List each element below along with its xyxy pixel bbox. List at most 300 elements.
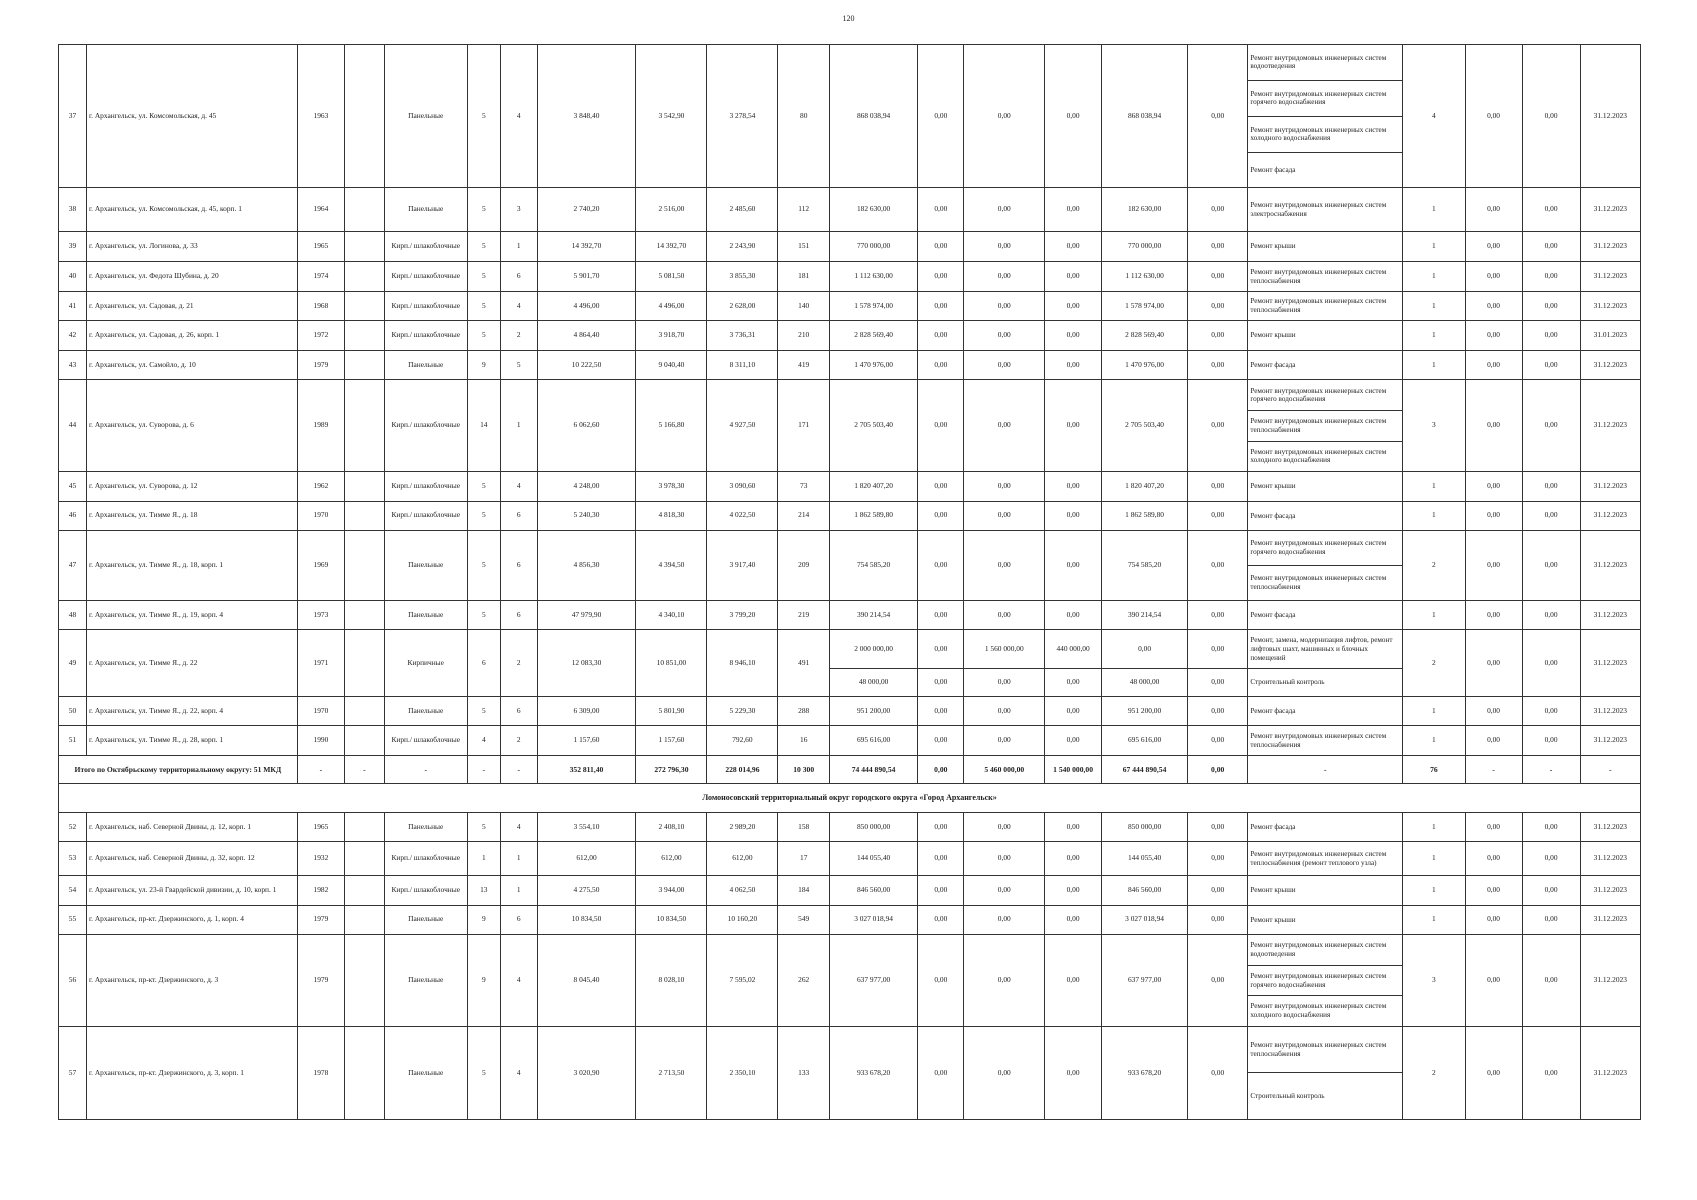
cell-cnt: 1: [1403, 231, 1465, 262]
cell-f2: 0,00: [964, 321, 1045, 351]
work-type-cell: Ремонт внутридомовых инженерных систем теплоснабжения: [1248, 262, 1403, 292]
cell-cnt: 1: [1403, 696, 1465, 726]
cell-f3: 0,00: [1045, 531, 1102, 601]
cell-cnt: 4: [1403, 45, 1465, 188]
cell-fl: 9: [467, 935, 500, 1027]
work-type-cell: Ремонт крыши: [1248, 472, 1403, 502]
table-row: [59, 812, 1641, 842]
cell-mat: Панельные: [384, 350, 467, 380]
cell-f3: 0,00: [1045, 905, 1102, 935]
total-f2: 5 460 000,00: [964, 755, 1045, 783]
cell-f3: 440 000,00: [1045, 630, 1102, 669]
cell-date: 31.12.2023: [1580, 1026, 1640, 1119]
cell-year: 1982: [297, 876, 344, 906]
cell-date: 31.01.2023: [1580, 321, 1640, 351]
work-type-cell: Ремонт внутридомовых инженерных систем горячего водоснабжения: [1248, 380, 1403, 411]
cell-date: 31.12.2023: [1580, 501, 1640, 531]
work-type-cell: Ремонт внутридомовых инженерных систем теплоснабжения: [1248, 566, 1403, 601]
cell-a1: 3 554,10: [537, 812, 636, 842]
cell-res: 158: [778, 812, 830, 842]
cell-n: 56: [59, 935, 87, 1027]
cell-n: 50: [59, 696, 87, 726]
cell-cnt: 3: [1403, 380, 1465, 472]
cell-f4: 637 977,00: [1102, 935, 1188, 1027]
table-row: [59, 350, 1641, 380]
cell-f3: 0,00: [1045, 726, 1102, 756]
cell-res: 80: [778, 45, 830, 188]
cell-b: [345, 1026, 385, 1119]
table-row: [59, 501, 1641, 531]
cell-mat: Панельные: [384, 45, 467, 188]
cell-addr: г. Архангельск, ул. Тимме Я., д. 22: [86, 630, 297, 696]
cell-total: 2 705 503,40: [830, 380, 918, 472]
cell-total: 637 977,00: [830, 935, 918, 1027]
cell-b: [345, 876, 385, 906]
cell-addr: г. Архангельск, ул. Логинова, д. 33: [86, 231, 297, 262]
cell-year: 1974: [297, 262, 344, 292]
cell-year: 1932: [297, 842, 344, 876]
cell-n: 54: [59, 876, 87, 906]
cell-f5: 0,00: [1188, 812, 1248, 842]
cell-mat: Кирп./ шлакоблочные: [384, 262, 467, 292]
cell-fl: 5: [467, 231, 500, 262]
cell-date: 31.12.2023: [1580, 380, 1640, 472]
cell-a3: 3 278,54: [707, 45, 778, 188]
cell-a3: 3 799,20: [707, 600, 778, 630]
cell-f5: 0,00: [1188, 696, 1248, 726]
work-type-cell: Ремонт внутридомовых инженерных систем горячего водоснабжения: [1248, 531, 1403, 566]
cell-mat: Кирп./ шлакоблочные: [384, 501, 467, 531]
cell-year: 1965: [297, 812, 344, 842]
total-f5: 0,00: [1188, 755, 1248, 783]
cell-f1: 0,00: [918, 45, 964, 188]
cell-date: 31.12.2023: [1580, 350, 1640, 380]
cell-mat: Кирп./ шлакоблочные: [384, 472, 467, 502]
cell-z2: 0,00: [1522, 935, 1580, 1027]
cell-z2: 0,00: [1522, 696, 1580, 726]
cell-total: 1 470 976,00: [830, 350, 918, 380]
cell-a1: 4 864,40: [537, 321, 636, 351]
cell-f2: 0,00: [964, 669, 1045, 696]
cell-z1: 0,00: [1465, 600, 1522, 630]
cell-year: 1973: [297, 600, 344, 630]
cell-date: 31.12.2023: [1580, 262, 1640, 292]
cell-total: 144 055,40: [830, 842, 918, 876]
cell-en: 3: [500, 188, 537, 231]
cell-f2: 0,00: [964, 472, 1045, 502]
cell-f4: 1 820 407,20: [1102, 472, 1188, 502]
cell-mat: Панельные: [384, 531, 467, 601]
cell-f4: 1 578 974,00: [1102, 291, 1188, 321]
cell-addr: г. Архангельск, ул. Тимме Я., д. 19, корп. 4: [86, 600, 297, 630]
cell-addr: г. Архангельск, ул. Комсомольская, д. 45: [86, 45, 297, 188]
cell-f1: 0,00: [918, 231, 964, 262]
table-row: [59, 630, 1641, 669]
cell-year: 1965: [297, 231, 344, 262]
cell-n: 51: [59, 726, 87, 756]
cell-a1: 10 222,50: [537, 350, 636, 380]
cell-a3: 5 229,30: [707, 696, 778, 726]
cell-mat: Панельные: [384, 1026, 467, 1119]
work-type-cell: Ремонт внутридомовых инженерных систем холодного водоснабжения: [1248, 441, 1403, 472]
cell-z1: 0,00: [1465, 291, 1522, 321]
cell-total: 868 038,94: [830, 45, 918, 188]
cell-year: 1968: [297, 291, 344, 321]
cell-res: 112: [778, 188, 830, 231]
cell-f2: 0,00: [964, 726, 1045, 756]
cell-a3: 2 350,10: [707, 1026, 778, 1119]
cell-z1: 0,00: [1465, 380, 1522, 472]
cell-b: [345, 380, 385, 472]
cell-total: 846 560,00: [830, 876, 918, 906]
table-row: [59, 935, 1641, 966]
cell-a3: 3 736,31: [707, 321, 778, 351]
cell-n: 40: [59, 262, 87, 292]
cell-fl: 5: [467, 321, 500, 351]
cell-addr: г. Архангельск, ул. Суворова, д. 6: [86, 380, 297, 472]
cell-en: 2: [500, 630, 537, 696]
cell-en: 1: [500, 231, 537, 262]
cell-f1: 0,00: [918, 380, 964, 472]
cell-z1: 0,00: [1465, 905, 1522, 935]
table-row: [59, 842, 1641, 876]
cell-f1: 0,00: [918, 905, 964, 935]
total-a1: 352 811,40: [537, 755, 636, 783]
cell-f5: 0,00: [1188, 726, 1248, 756]
cell-total: 182 630,00: [830, 188, 918, 231]
cell-addr: г. Архангельск, ул. Тимме Я., д. 18: [86, 501, 297, 531]
cell-f4: 770 000,00: [1102, 231, 1188, 262]
total-f3: 1 540 000,00: [1045, 755, 1102, 783]
cell-en: 1: [500, 380, 537, 472]
cell-addr: г. Архангельск, пр-кт. Дзержинского, д. 3: [86, 935, 297, 1027]
cell-fl: 9: [467, 350, 500, 380]
cell-fl: 5: [467, 531, 500, 601]
cell-z1: 0,00: [1465, 188, 1522, 231]
table-row: [59, 472, 1641, 502]
cell-res: 491: [778, 630, 830, 696]
cell-a2: 10 834,50: [636, 905, 707, 935]
cell-z1: 0,00: [1465, 696, 1522, 726]
work-type-cell: Строительный контроль: [1248, 1073, 1403, 1120]
cell-a1: 3 020,90: [537, 1026, 636, 1119]
cell-a3: 2 243,90: [707, 231, 778, 262]
cell-z1: 0,00: [1465, 630, 1522, 696]
cell-z1: 0,00: [1465, 935, 1522, 1027]
cell-dash: -: [1522, 755, 1580, 783]
cell-total: 770 000,00: [830, 231, 918, 262]
work-type-cell: Ремонт фасада: [1248, 600, 1403, 630]
cell-a3: 3 090,60: [707, 472, 778, 502]
cell-f3: 0,00: [1045, 321, 1102, 351]
cell-fl: 5: [467, 696, 500, 726]
cell-b: [345, 262, 385, 292]
cell-f5: 0,00: [1188, 600, 1248, 630]
cell-fl: 4: [467, 726, 500, 756]
cell-z2: 0,00: [1522, 630, 1580, 696]
cell-f5: 0,00: [1188, 630, 1248, 669]
cell-total: 951 200,00: [830, 696, 918, 726]
cell-a1: 8 045,40: [537, 935, 636, 1027]
work-type-cell: Ремонт внутридомовых инженерных систем горячего водоснабжения: [1248, 80, 1403, 116]
cell-f1: 0,00: [918, 501, 964, 531]
cell-res: 210: [778, 321, 830, 351]
cell-f3: 0,00: [1045, 188, 1102, 231]
cell-a1: 6 309,00: [537, 696, 636, 726]
cell-total: 2 828 569,40: [830, 321, 918, 351]
cell-a3: 792,60: [707, 726, 778, 756]
cell-total: 695 616,00: [830, 726, 918, 756]
cell-a1: 612,00: [537, 842, 636, 876]
cell-f5: 0,00: [1188, 321, 1248, 351]
cell-year: 1978: [297, 1026, 344, 1119]
cell-res: 140: [778, 291, 830, 321]
cell-en: 2: [500, 321, 537, 351]
cell-z1: 0,00: [1465, 321, 1522, 351]
cell-f3: 0,00: [1045, 262, 1102, 292]
cell-f5: 0,00: [1188, 350, 1248, 380]
table-row: [59, 291, 1641, 321]
cell-n: 53: [59, 842, 87, 876]
cell-mat: Панельные: [384, 188, 467, 231]
cell-z2: 0,00: [1522, 291, 1580, 321]
table-row: [59, 876, 1641, 906]
cell-a2: 4 394,50: [636, 531, 707, 601]
cell-fl: 5: [467, 188, 500, 231]
cell-f2: 0,00: [964, 935, 1045, 1027]
cell-fl: 5: [467, 501, 500, 531]
cell-cnt: 1: [1403, 291, 1465, 321]
cell-f3: 0,00: [1045, 231, 1102, 262]
work-type-cell: Ремонт внутридомовых инженерных систем теплоснабжения: [1248, 291, 1403, 321]
cell-en: 6: [500, 696, 537, 726]
cell-dash: -: [384, 755, 467, 783]
table-row: [59, 262, 1641, 292]
cell-a2: 4 340,10: [636, 600, 707, 630]
total-a2: 272 796,30: [636, 755, 707, 783]
cell-f1: 0,00: [918, 812, 964, 842]
cell-f3: 0,00: [1045, 876, 1102, 906]
cell-a2: 2 408,10: [636, 812, 707, 842]
cell-f5: 0,00: [1188, 935, 1248, 1027]
cell-addr: г. Архангельск, ул. 23-й Гвардейской дивизии, д. 10, корп. 1: [86, 876, 297, 906]
cell-z1: 0,00: [1465, 262, 1522, 292]
cell-a3: 3 855,30: [707, 262, 778, 292]
cell-fl: 13: [467, 876, 500, 906]
cell-z1: 0,00: [1465, 350, 1522, 380]
cell-year: 1962: [297, 472, 344, 502]
work-type-cell: Ремонт внутридомовых инженерных систем холодного водоснабжения: [1248, 996, 1403, 1027]
cell-total: 390 214,54: [830, 600, 918, 630]
total-f4: 67 444 890,54: [1102, 755, 1188, 783]
cell-n: 41: [59, 291, 87, 321]
cell-a1: 1 157,60: [537, 726, 636, 756]
cell-f4: 390 214,54: [1102, 600, 1188, 630]
register-table: [58, 44, 1641, 1120]
cell-f5: 0,00: [1188, 669, 1248, 696]
cell-a2: 3 918,70: [636, 321, 707, 351]
cell-a1: 4 248,00: [537, 472, 636, 502]
cell-dash: -: [297, 755, 344, 783]
cell-z2: 0,00: [1522, 905, 1580, 935]
cell-f1: 0,00: [918, 531, 964, 601]
cell-f3: 0,00: [1045, 696, 1102, 726]
section-row: [59, 784, 1641, 812]
cell-z2: 0,00: [1522, 350, 1580, 380]
cell-res: 549: [778, 905, 830, 935]
cell-f2: 0,00: [964, 350, 1045, 380]
cell-res: 214: [778, 501, 830, 531]
cell-b: [345, 726, 385, 756]
cell-f4: 933 678,20: [1102, 1026, 1188, 1119]
cell-a3: 4 927,50: [707, 380, 778, 472]
cell-res: 184: [778, 876, 830, 906]
work-type-cell: Ремонт фасада: [1248, 696, 1403, 726]
cell-a1: 4 496,00: [537, 291, 636, 321]
cell-a2: 8 028,10: [636, 935, 707, 1027]
cell-f4: 951 200,00: [1102, 696, 1188, 726]
table-row: [59, 380, 1641, 411]
work-type-cell: Ремонт внутридомовых инженерных систем теплоснабжения: [1248, 410, 1403, 441]
cell-total: 754 585,20: [830, 531, 918, 601]
cell-f2: 0,00: [964, 380, 1045, 472]
cell-a1: 14 392,70: [537, 231, 636, 262]
cell-f3: 0,00: [1045, 501, 1102, 531]
cell-z2: 0,00: [1522, 1026, 1580, 1119]
cell-mat: Кирп./ шлакоблочные: [384, 321, 467, 351]
cell-year: 1970: [297, 501, 344, 531]
cell-f2: 0,00: [964, 842, 1045, 876]
cell-f5: 0,00: [1188, 380, 1248, 472]
cell-date: 31.12.2023: [1580, 630, 1640, 696]
cell-n: 44: [59, 380, 87, 472]
cell-a3: 8 946,10: [707, 630, 778, 696]
cell-date: 31.12.2023: [1580, 472, 1640, 502]
cell-b: [345, 231, 385, 262]
cell-n: 46: [59, 501, 87, 531]
cell-f5: 0,00: [1188, 231, 1248, 262]
cell-z1: 0,00: [1465, 842, 1522, 876]
cell-f3: 0,00: [1045, 291, 1102, 321]
cell-a1: 4 275,50: [537, 876, 636, 906]
cell-a1: 4 856,30: [537, 531, 636, 601]
cell-z2: 0,00: [1522, 501, 1580, 531]
cell-n: 42: [59, 321, 87, 351]
cell-a3: 2 989,20: [707, 812, 778, 842]
cell-f4: 1 862 589,80: [1102, 501, 1188, 531]
cell-n: 55: [59, 905, 87, 935]
cell-cnt: 1: [1403, 350, 1465, 380]
cell-n: 47: [59, 531, 87, 601]
cell-z1: 0,00: [1465, 1026, 1522, 1119]
cell-b: [345, 905, 385, 935]
total-f1: 0,00: [918, 755, 964, 783]
work-type-cell: Строительный контроль: [1248, 669, 1403, 696]
cell-en: 2: [500, 726, 537, 756]
cell-res: 209: [778, 531, 830, 601]
cell-en: 6: [500, 600, 537, 630]
cell-b: [345, 630, 385, 696]
cell-f4: 1 470 976,00: [1102, 350, 1188, 380]
cell-cnt: 1: [1403, 472, 1465, 502]
cell-mat: Кирп./ шлакоблочные: [384, 876, 467, 906]
cell-a3: 10 160,20: [707, 905, 778, 935]
cell-a2: 5 166,80: [636, 380, 707, 472]
cell-a3: 7 595,02: [707, 935, 778, 1027]
cell-a3: 3 917,40: [707, 531, 778, 601]
cell-b: [345, 291, 385, 321]
cell-z2: 0,00: [1522, 321, 1580, 351]
cell-fl: 1: [467, 842, 500, 876]
cell-cnt: 1: [1403, 262, 1465, 292]
cell-mat: Кирп./ шлакоблочные: [384, 291, 467, 321]
cell-n: 45: [59, 472, 87, 502]
cell-date: 31.12.2023: [1580, 726, 1640, 756]
cell-b: [345, 812, 385, 842]
cell-f1: 0,00: [918, 1026, 964, 1119]
cell-b: [345, 45, 385, 188]
cell-fl: 5: [467, 1026, 500, 1119]
cell-a1: 5 240,30: [537, 501, 636, 531]
cell-f5: 0,00: [1188, 842, 1248, 876]
cell-mat: Кирп./ шлакоблочные: [384, 380, 467, 472]
work-type-cell: Ремонт внутридомовых инженерных систем теплоснабжения (ремонт теплового узла): [1248, 842, 1403, 876]
cell-date: 31.12.2023: [1580, 600, 1640, 630]
cell-fl: 5: [467, 291, 500, 321]
cell-en: 4: [500, 45, 537, 188]
cell-f2: 0,00: [964, 188, 1045, 231]
cell-n: 52: [59, 812, 87, 842]
cell-addr: г. Архангельск, пр-кт. Дзержинского, д. 1, корп. 4: [86, 905, 297, 935]
cell-b: [345, 501, 385, 531]
cell-f4: 182 630,00: [1102, 188, 1188, 231]
cell-mat: Кирпичные: [384, 630, 467, 696]
cell-res: 171: [778, 380, 830, 472]
cell-a2: 14 392,70: [636, 231, 707, 262]
cell-f1: 0,00: [918, 600, 964, 630]
cell-fl: 5: [467, 600, 500, 630]
cell-b: [345, 600, 385, 630]
cell-addr: г. Архангельск, ул. Комсомольская, д. 45, корп. 1: [86, 188, 297, 231]
cell-mat: Панельные: [384, 905, 467, 935]
cell-z2: 0,00: [1522, 262, 1580, 292]
cell-res: 288: [778, 696, 830, 726]
cell-a2: 5 801,90: [636, 696, 707, 726]
cell-f5: 0,00: [1188, 262, 1248, 292]
cell-en: 6: [500, 262, 537, 292]
cell-f1: 0,00: [918, 696, 964, 726]
cell-f4: 846 560,00: [1102, 876, 1188, 906]
work-type-cell: Ремонт внутридомовых инженерных систем теплоснабжения: [1248, 726, 1403, 756]
cell-en: 1: [500, 876, 537, 906]
total-total: 74 444 890,54: [830, 755, 918, 783]
cell-addr: г. Архангельск, ул. Тимме Я., д. 28, корп. 1: [86, 726, 297, 756]
cell-a3: 8 311,10: [707, 350, 778, 380]
cell-a2: 9 040,40: [636, 350, 707, 380]
cell-f1: 0,00: [918, 842, 964, 876]
cell-addr: г. Архангельск, пр-кт. Дзержинского, д. 3, корп. 1: [86, 1026, 297, 1119]
cell-f1: 0,00: [918, 669, 964, 696]
cell-n: 49: [59, 630, 87, 696]
work-type-cell: Ремонт фасада: [1248, 501, 1403, 531]
cell-en: 6: [500, 501, 537, 531]
cell-year: 1963: [297, 45, 344, 188]
cell-z1: 0,00: [1465, 531, 1522, 601]
cell-a2: 2 516,00: [636, 188, 707, 231]
cell-addr: г. Архангельск, ул. Тимме Я., д. 18, корп. 1: [86, 531, 297, 601]
cell-a3: 4 062,50: [707, 876, 778, 906]
cell-f4: 1 112 630,00: [1102, 262, 1188, 292]
